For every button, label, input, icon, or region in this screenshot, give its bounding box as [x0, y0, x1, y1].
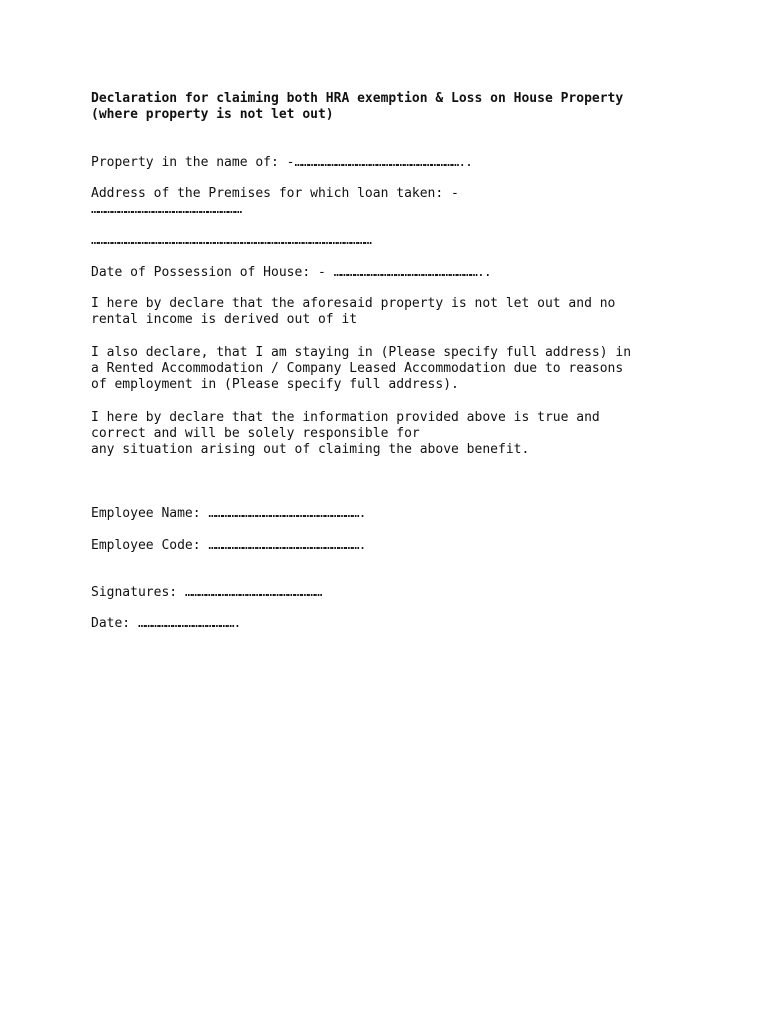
property-owner-label: Property in the name of: - — [91, 154, 295, 170]
signatures-label: Signatures: — [91, 585, 185, 601]
declaration-2-line-1: I also declare, that I am staying in (Please specify full address) in — [91, 344, 632, 360]
employee-code-label: Employee Code: — [91, 537, 209, 553]
premises-address-blank-1: ………………………………………………………… — [91, 202, 242, 218]
declaration-3-line-2: correct and will be solely responsible for — [91, 425, 420, 441]
declaration-true-and-correct — [91, 410, 681, 459]
premises-address-field — [91, 186, 681, 219]
declaration-2-line-3: of employment in (Please specify full address). — [91, 377, 459, 393]
declaration-not-let-out — [91, 296, 681, 329]
premises-address-blank-2: …………………………………………………………………………………………………………… — [91, 233, 371, 249]
document-title — [91, 91, 681, 124]
date-field — [91, 616, 681, 632]
employee-code-blank: …………………………………………………………. — [208, 537, 366, 553]
declaration-document — [91, 91, 681, 633]
premises-address-label: Address of the Premises for which loan taken: - — [91, 185, 459, 201]
title-line-2: (where property is not let out) — [91, 107, 334, 123]
possession-date-label: Date of Possession of House: - — [91, 264, 334, 280]
date-label: Date: — [91, 616, 138, 632]
employee-name-label: Employee Name: — [91, 506, 209, 522]
employee-name-blank: …………………………………………………………. — [208, 506, 366, 522]
property-owner-blank: ……………………………………………………………….. — [294, 154, 472, 170]
signatures-field — [91, 585, 681, 601]
declaration-1-line-1: I here by declare that the aforesaid property is not let out and no — [91, 296, 616, 312]
declaration-3-line-3: any situation arising out of claiming the above benefit. — [91, 442, 530, 458]
declaration-1-line-2: rental income is derived out of it — [91, 312, 358, 328]
title-line-1: Declaration for claiming both HRA exemption & Loss on House Property — [91, 91, 624, 106]
declaration-2-line-2: a Rented Accommodation / Company Leased Accommodation due to reasons — [91, 360, 624, 376]
property-owner-field — [91, 155, 681, 171]
declaration-rented-accommodation — [91, 345, 681, 394]
employee-code-field — [91, 538, 681, 554]
possession-date-blank: ……………………………………………………….. — [333, 264, 491, 280]
signatures-blank: …………………………………………………… — [184, 585, 322, 601]
declaration-3-line-1: I here by declare that the information provided above is true and — [91, 409, 600, 425]
date-blank: ……………………………………. — [137, 616, 241, 632]
employee-name-field — [91, 506, 681, 522]
possession-date-field — [91, 265, 681, 281]
